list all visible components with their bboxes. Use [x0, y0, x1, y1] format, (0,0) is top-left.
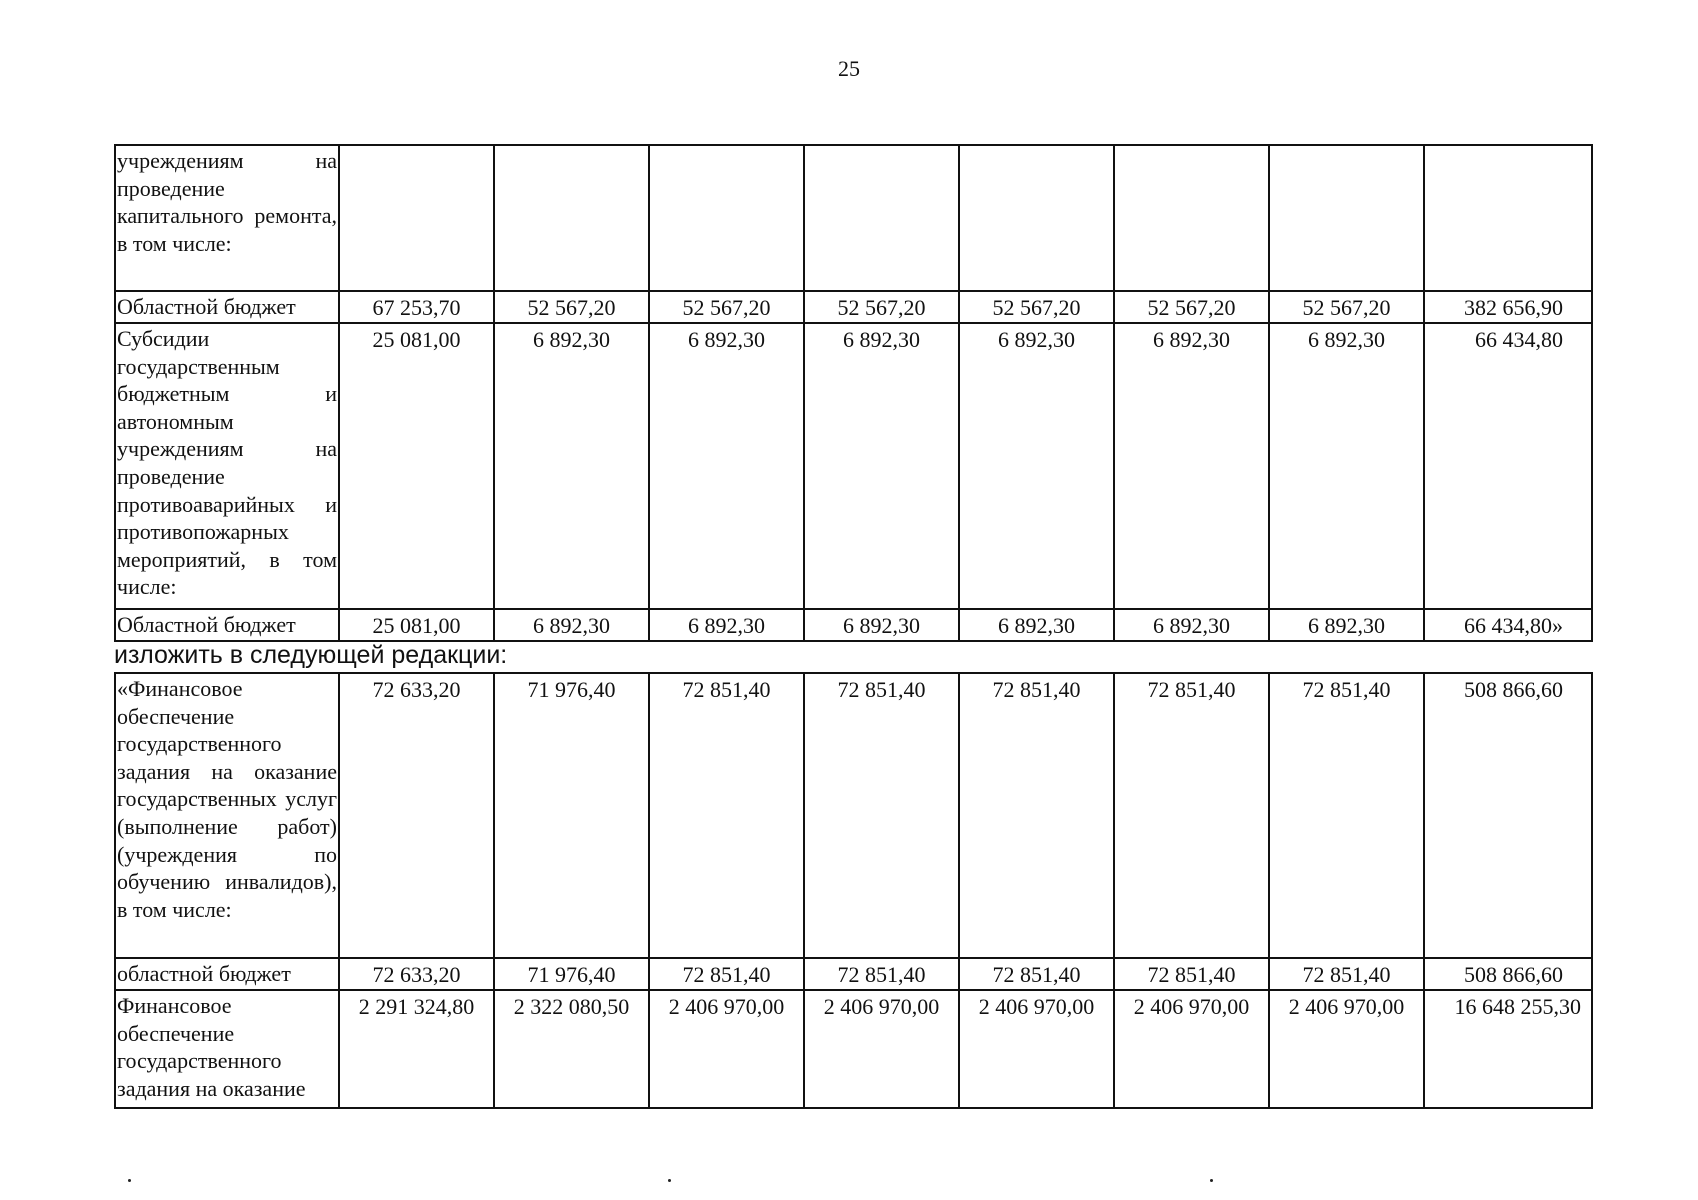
- table-row: [115, 673, 1592, 958]
- value-cell: 52 567,20: [1114, 291, 1269, 323]
- value-cell: 2 406 970,00: [804, 990, 959, 1108]
- total-cell: 382 656,90: [1424, 291, 1592, 323]
- value-cell: 67 253,70: [339, 291, 494, 323]
- value-cell: 25 081,00: [339, 609, 494, 641]
- value-cell: 71 976,40: [494, 673, 649, 958]
- scan-dot: [668, 1179, 671, 1182]
- value-cell: 2 406 970,00: [1114, 990, 1269, 1108]
- value-cell: 72 633,20: [339, 958, 494, 990]
- value-cell: [1114, 145, 1269, 291]
- value-cell: 2 406 970,00: [1269, 990, 1424, 1108]
- value-cell: 52 567,20: [959, 291, 1114, 323]
- value-cell: 6 892,30: [649, 323, 804, 609]
- row-label: Субсидии государственным бюджетным и автономным учреждениям на проведение противоаварийных и противопожарных мероприятий, в том числе:: [115, 323, 339, 609]
- budget-table-top: [114, 144, 1593, 642]
- value-cell: 2 406 970,00: [649, 990, 804, 1108]
- value-cell: 6 892,30: [959, 609, 1114, 641]
- value-cell: [959, 145, 1114, 291]
- table-row: [115, 609, 1592, 641]
- value-cell: 72 851,40: [804, 673, 959, 958]
- value-cell: 52 567,20: [649, 291, 804, 323]
- value-cell: 72 851,40: [649, 958, 804, 990]
- table-row: [115, 291, 1592, 323]
- table-row: [115, 323, 1592, 609]
- value-cell: 52 567,20: [494, 291, 649, 323]
- value-cell: 6 892,30: [494, 323, 649, 609]
- value-cell: 72 851,40: [1114, 958, 1269, 990]
- value-cell: [494, 145, 649, 291]
- value-cell: 6 892,30: [804, 323, 959, 609]
- table-row: [115, 145, 1592, 291]
- value-cell: 2 291 324,80: [339, 990, 494, 1108]
- value-cell: 71 976,40: [494, 958, 649, 990]
- value-cell: 72 851,40: [1269, 673, 1424, 958]
- value-cell: 72 851,40: [959, 673, 1114, 958]
- value-cell: 2 322 080,50: [494, 990, 649, 1108]
- table-row: [115, 958, 1592, 990]
- value-cell: 72 851,40: [959, 958, 1114, 990]
- table-row: [115, 990, 1592, 1108]
- scan-dot: [128, 1179, 131, 1182]
- total-cell: 66 434,80»: [1424, 609, 1592, 641]
- value-cell: 52 567,20: [1269, 291, 1424, 323]
- value-cell: [339, 145, 494, 291]
- value-cell: 52 567,20: [804, 291, 959, 323]
- total-cell: 508 866,60: [1424, 673, 1592, 958]
- value-cell: 6 892,30: [1269, 323, 1424, 609]
- row-label: областной бюджет: [115, 958, 339, 990]
- total-cell: 16 648 255,30: [1424, 990, 1592, 1108]
- page-number: 25: [838, 56, 860, 81]
- budget-table-bottom: [114, 672, 1593, 1109]
- value-cell: 6 892,30: [1114, 609, 1269, 641]
- value-cell: [804, 145, 959, 291]
- value-cell: [649, 145, 804, 291]
- total-cell: 66 434,80: [1424, 323, 1592, 609]
- total-cell: [1424, 145, 1592, 291]
- value-cell: 72 633,20: [339, 673, 494, 958]
- row-label: Областной бюджет: [115, 291, 339, 323]
- value-cell: 72 851,40: [1269, 958, 1424, 990]
- value-cell: 72 851,40: [804, 958, 959, 990]
- row-label: Областной бюджет: [115, 609, 339, 641]
- value-cell: 25 081,00: [339, 323, 494, 609]
- value-cell: 6 892,30: [1114, 323, 1269, 609]
- row-label: «Финансовое обеспечение государственного задания на оказание государственных услуг (выполнение работ) (учреждения по обучению инвалидов), в том числе:: [115, 673, 339, 958]
- value-cell: 72 851,40: [1114, 673, 1269, 958]
- edit-instruction: изложить в следующей редакции:: [114, 641, 508, 669]
- value-cell: 2 406 970,00: [959, 990, 1114, 1108]
- value-cell: 72 851,40: [649, 673, 804, 958]
- value-cell: [1269, 145, 1424, 291]
- scan-dot: [1210, 1179, 1213, 1182]
- row-label: учреждениям на проведение капитального ремонта, в том числе:: [115, 145, 339, 291]
- value-cell: 6 892,30: [804, 609, 959, 641]
- total-cell: 508 866,60: [1424, 958, 1592, 990]
- value-cell: 6 892,30: [649, 609, 804, 641]
- row-label: Финансовое обеспечение государственного задания на оказание: [115, 990, 339, 1108]
- value-cell: 6 892,30: [494, 609, 649, 641]
- value-cell: 6 892,30: [1269, 609, 1424, 641]
- value-cell: 6 892,30: [959, 323, 1114, 609]
